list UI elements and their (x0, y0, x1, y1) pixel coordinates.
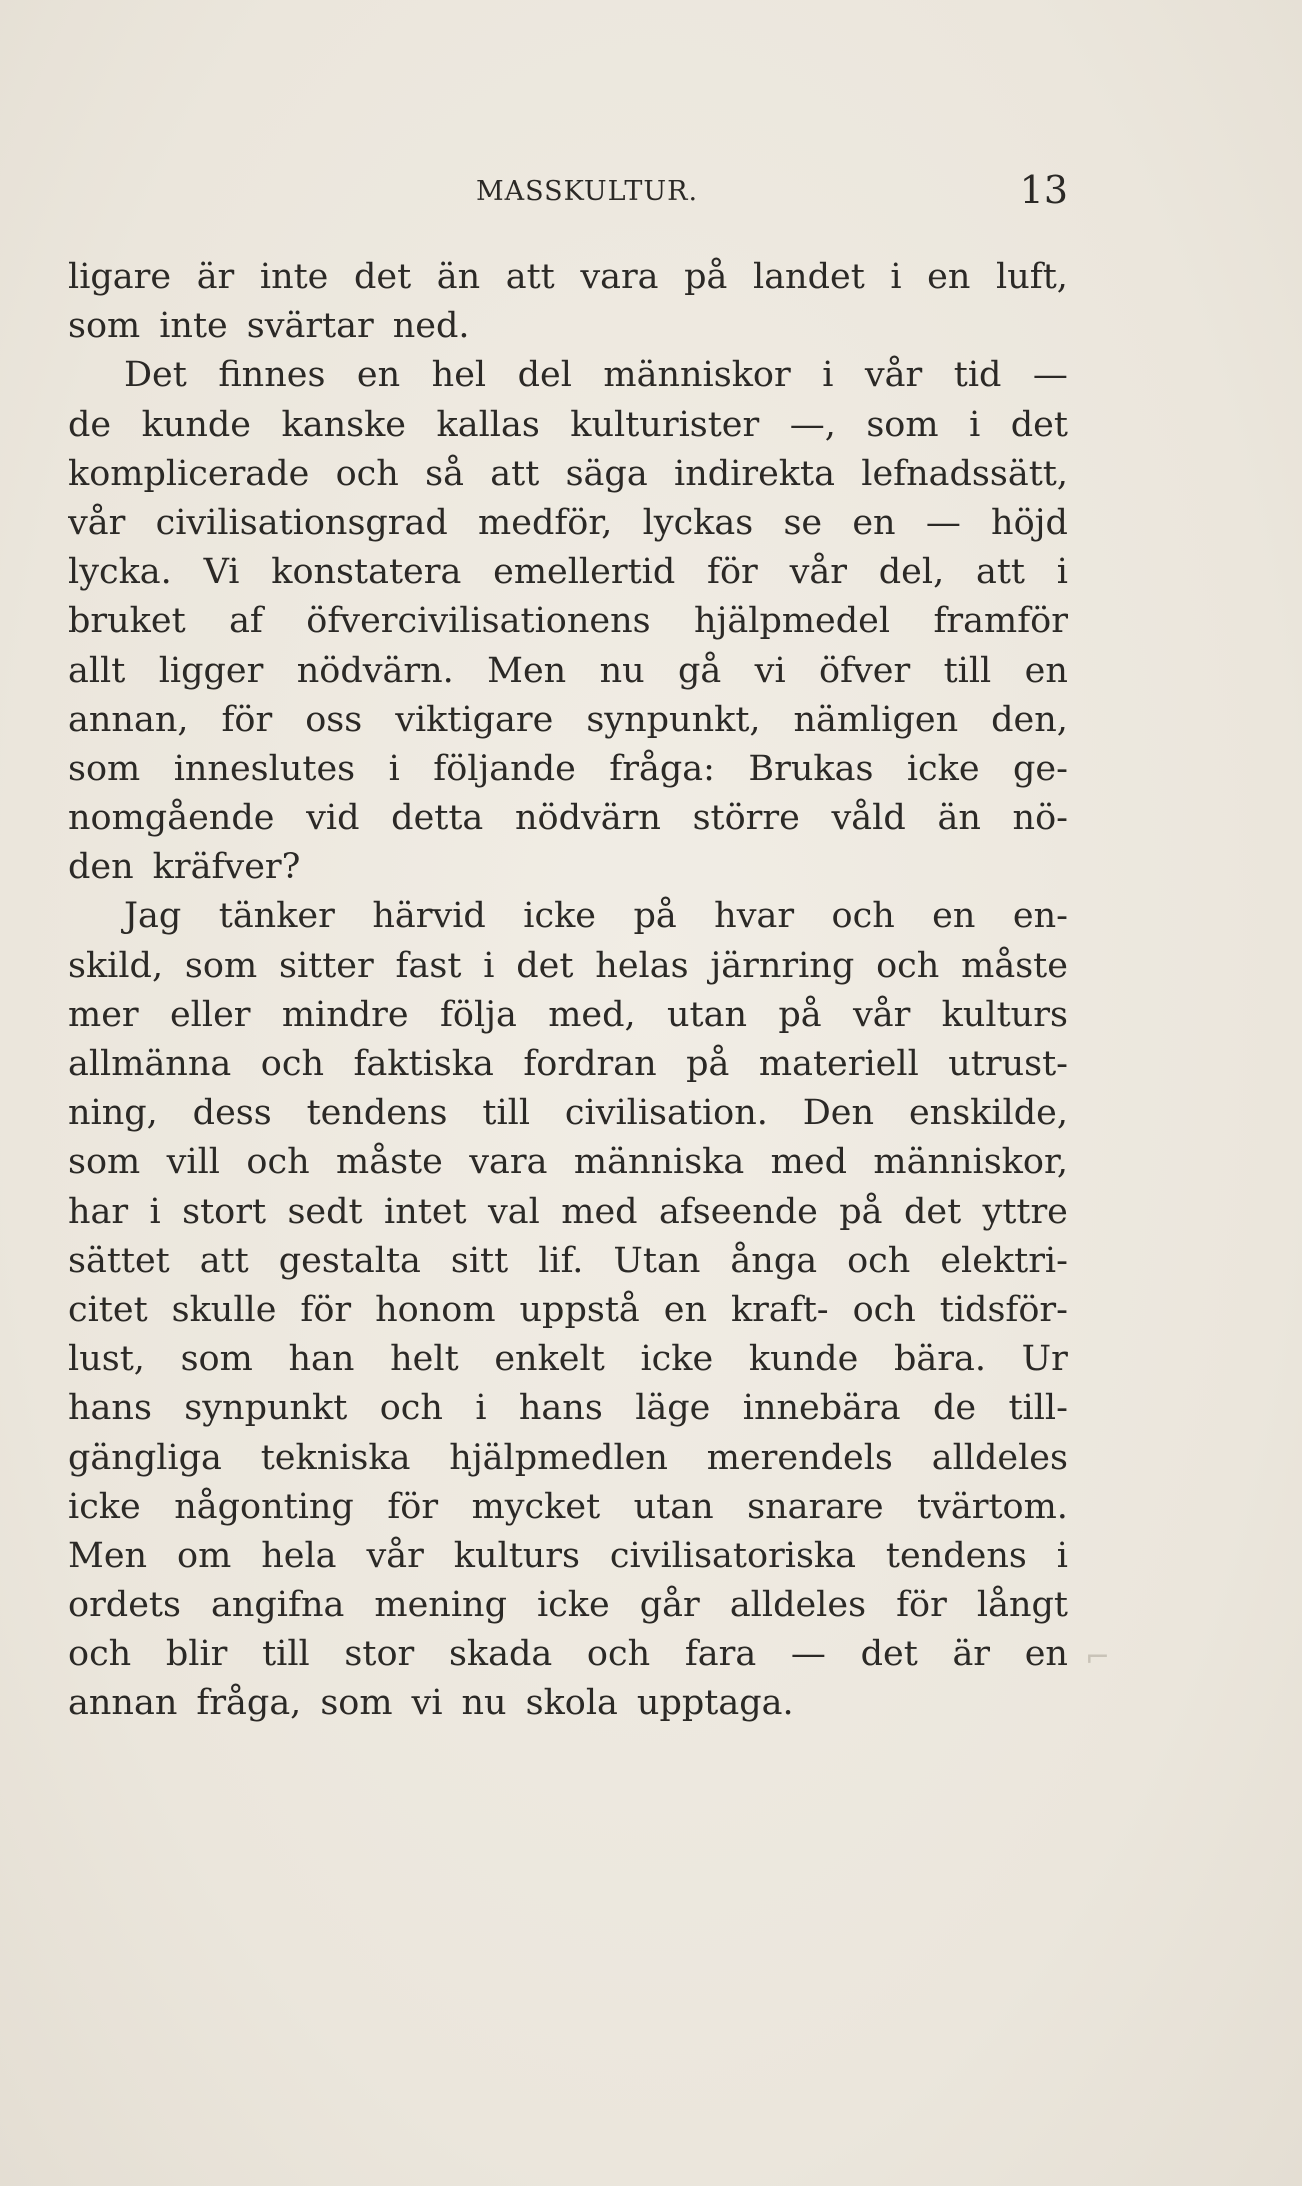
word: med, (548, 994, 636, 1035)
word: — (1032, 355, 1068, 396)
word: gå (678, 650, 722, 691)
word: afseende (658, 1191, 818, 1232)
word: val (488, 1191, 540, 1232)
text-line (68, 696, 1068, 745)
word: emellertid (493, 552, 676, 593)
word: icke (906, 748, 980, 789)
word: hjälpmedlen (449, 1437, 668, 1478)
word: blir (165, 1634, 228, 1675)
word: sitt (450, 1240, 509, 1281)
word: i (475, 1388, 487, 1429)
word: mening (374, 1585, 507, 1626)
word: en (356, 355, 401, 396)
word: på (686, 1044, 730, 1084)
word: ligger (158, 650, 264, 691)
text-line (68, 991, 1068, 1040)
word: hjälpmedel (693, 601, 891, 642)
word: inte (159, 306, 228, 347)
word: — (790, 1634, 826, 1675)
word: Jag (124, 896, 182, 937)
word: snarare (747, 1486, 884, 1527)
word: de (932, 1388, 977, 1429)
word: allt (68, 650, 126, 691)
text-line (68, 450, 1068, 499)
word: vår (366, 1535, 424, 1576)
word: vår (789, 552, 847, 593)
word: merendels (706, 1437, 893, 1478)
word: som (68, 306, 141, 347)
text-line (68, 499, 1068, 548)
word: enskilde, (908, 1093, 1068, 1134)
text-line (68, 1434, 1068, 1483)
word: som (866, 404, 939, 445)
word: tendens (306, 1093, 448, 1134)
word: på (839, 1191, 883, 1232)
word: till (262, 1634, 310, 1675)
word: icke (537, 1585, 610, 1626)
word: för (707, 552, 758, 593)
word: stor (344, 1634, 415, 1675)
word: i (388, 748, 400, 789)
text-line (68, 597, 1068, 646)
word: det (516, 945, 574, 986)
word: kulturister (570, 404, 760, 445)
word: den (68, 847, 134, 888)
word: vill (166, 1142, 220, 1183)
word: härvid (372, 896, 486, 937)
word: sitter (278, 945, 374, 986)
word: ånga (730, 1240, 818, 1281)
word: materiell (758, 1044, 919, 1084)
word: utrust- (948, 1044, 1068, 1084)
word: icke (523, 896, 596, 937)
word: skulle (171, 1289, 277, 1330)
word: för (387, 1486, 439, 1527)
word: den, (991, 699, 1068, 740)
word: —, (789, 404, 836, 445)
text-line (68, 1335, 1068, 1384)
word: ge- (1013, 748, 1068, 789)
word: på (684, 257, 728, 297)
word: sättet (68, 1240, 170, 1281)
word: intet (384, 1191, 467, 1232)
word: ning, (68, 1093, 158, 1134)
word: höjd (991, 502, 1068, 543)
word: kanske (281, 404, 407, 445)
word: i (1056, 1535, 1068, 1576)
word: och (335, 453, 399, 494)
word: fråga: (609, 748, 715, 789)
word: nämligen (793, 699, 959, 740)
text-line (68, 1679, 1068, 1728)
word: gestalta (278, 1240, 421, 1281)
word: alldeles (931, 1437, 1068, 1478)
word: detta (391, 798, 484, 839)
text-line (68, 1581, 1068, 1630)
word: människor (603, 355, 791, 396)
word: finnes (218, 355, 326, 396)
word: dess (192, 1093, 272, 1134)
word: fråga, (196, 1683, 302, 1724)
word: för (896, 1585, 947, 1626)
word: kunde (748, 1339, 859, 1380)
word: annan (68, 1683, 178, 1724)
word: uppstå (519, 1289, 640, 1330)
word: annan, (68, 699, 189, 740)
word: på (778, 994, 822, 1035)
text-line (68, 548, 1068, 597)
word: Den (802, 1093, 875, 1134)
text-line (68, 1286, 1068, 1335)
word: öfver (819, 650, 911, 691)
word: konstatera (271, 552, 462, 593)
word: se (783, 502, 823, 543)
word: i (1056, 552, 1068, 593)
word: en- (1012, 896, 1068, 937)
word: följande (433, 748, 576, 789)
word: järnring (710, 945, 855, 986)
word: lif. (538, 1240, 584, 1281)
word: öfvercivilisationens (306, 601, 651, 642)
word: och (847, 1240, 911, 1281)
word: helt (390, 1339, 459, 1380)
word: och (246, 1142, 310, 1183)
word: måste (961, 945, 1068, 986)
word: utan (633, 1486, 714, 1527)
word: till (482, 1093, 531, 1134)
word: en (1024, 1634, 1068, 1675)
word: med (770, 1142, 847, 1183)
word: går (639, 1585, 700, 1626)
word: bruket (68, 601, 186, 642)
word: kulturs (453, 1535, 580, 1576)
word: för (300, 1289, 352, 1330)
word: en (663, 1289, 707, 1330)
text-line (68, 942, 1068, 991)
word: nu (461, 1683, 507, 1724)
word: inneslutes (173, 748, 356, 789)
word: har (68, 1191, 129, 1232)
word: som (320, 1683, 393, 1724)
word: vår (68, 502, 126, 543)
body-text (68, 253, 1068, 1729)
word: som (68, 1142, 141, 1183)
word: icke (68, 1486, 141, 1527)
word: helas (595, 945, 689, 986)
word: så (425, 453, 464, 494)
word: Det (124, 355, 187, 396)
word: citet (68, 1289, 148, 1330)
word: framför (933, 601, 1068, 642)
word: är (196, 257, 235, 297)
word: Utan (613, 1240, 701, 1281)
text-line (68, 1188, 1068, 1237)
page-number: 13 (1019, 168, 1068, 212)
word: tidsför- (939, 1289, 1068, 1330)
word: — (925, 502, 961, 543)
word: nödvärn (514, 798, 661, 839)
word: civilisation. (564, 1093, 768, 1134)
word: vår (864, 355, 923, 396)
word: kulturs (941, 994, 1068, 1035)
word: och (260, 1044, 324, 1084)
word: yttre (982, 1191, 1068, 1232)
text-line (68, 1237, 1068, 1286)
word: i (890, 257, 902, 297)
word: kräfver? (152, 847, 301, 888)
word: vid (306, 798, 360, 839)
word: lyckas (642, 502, 754, 543)
word: nödvärn. (296, 650, 454, 691)
word: mindre (281, 994, 409, 1035)
word: än (436, 257, 481, 297)
word: Brukas (748, 748, 874, 789)
word: medför, (478, 502, 613, 543)
text-line (68, 253, 1068, 302)
word: säga (565, 453, 648, 494)
word: lycka. (68, 552, 172, 593)
word: Ur (1021, 1339, 1068, 1380)
text-line (68, 745, 1068, 794)
word: som (180, 1339, 253, 1380)
word: nu (599, 650, 645, 691)
word: tvärtom. (917, 1486, 1068, 1527)
text-line (68, 351, 1068, 400)
word: civilisationsgrad (155, 502, 448, 543)
word: allmänna (68, 1044, 232, 1084)
text-line (68, 1384, 1068, 1433)
word: hel (431, 355, 487, 396)
word: vara (469, 1142, 548, 1183)
word: Vi (203, 552, 240, 593)
text-line (68, 892, 1068, 941)
word: upptaga. (636, 1683, 794, 1724)
text-line (68, 401, 1068, 450)
word: svärtar (246, 306, 374, 347)
word: faktiska (353, 1044, 494, 1084)
word: det (903, 1191, 962, 1232)
word: långt (976, 1585, 1068, 1626)
word: inte (259, 257, 329, 297)
text-line (68, 302, 1068, 351)
text-line (68, 843, 1068, 892)
word: sedt (287, 1191, 363, 1232)
word: hans (68, 1388, 152, 1429)
running-head: MASSKULTUR. (476, 176, 699, 207)
word: tendens (885, 1535, 1027, 1576)
word: af (229, 601, 263, 642)
word: en (852, 502, 896, 543)
word: och (586, 1634, 651, 1675)
word: fordran (523, 1044, 657, 1084)
word: ned. (392, 306, 470, 347)
word: ligare (68, 257, 172, 297)
word: och (831, 896, 895, 937)
word: innebära (742, 1388, 901, 1429)
word: och (852, 1289, 916, 1330)
word: som (68, 748, 141, 789)
word: i (822, 355, 834, 396)
word: han (288, 1339, 355, 1380)
word: det (860, 1634, 918, 1675)
word: än (937, 798, 981, 839)
word: kunde (141, 404, 252, 445)
word: elektri- (940, 1240, 1068, 1281)
text-line (68, 647, 1068, 696)
word: att (505, 257, 555, 297)
word: att (490, 453, 540, 494)
word: är (952, 1634, 991, 1675)
word: mycket (471, 1486, 601, 1527)
word: synpunkt (184, 1388, 348, 1429)
word: vår (852, 994, 911, 1035)
word: oss (305, 699, 363, 740)
word: lust, (68, 1339, 145, 1380)
word: de (68, 404, 112, 445)
word: hela (261, 1535, 337, 1576)
word: för (221, 699, 273, 740)
word: bära. (893, 1339, 986, 1380)
word: och (379, 1388, 443, 1429)
word: på (633, 896, 677, 937)
word: en (927, 257, 971, 297)
word: skola (525, 1683, 618, 1724)
word: människa (573, 1142, 745, 1183)
word: det (353, 257, 412, 297)
word: och (876, 945, 940, 986)
word: måste (336, 1142, 443, 1183)
word: del, (878, 552, 945, 593)
text-line (68, 794, 1068, 843)
word: tänker (218, 896, 335, 937)
word: fast (395, 945, 462, 986)
text-line (68, 1532, 1068, 1581)
word: tid (953, 355, 1002, 396)
text-line (68, 1483, 1068, 1532)
word: skild, (68, 945, 164, 986)
word: våld (831, 798, 906, 839)
word: följa (439, 994, 517, 1035)
word: nö- (1012, 798, 1068, 839)
word: en (1024, 650, 1068, 691)
word: angifna (210, 1585, 345, 1626)
word: en (932, 896, 976, 937)
word: människor, (873, 1142, 1068, 1183)
word: honom (375, 1289, 496, 1330)
word: som (184, 945, 258, 986)
word: Men (68, 1535, 148, 1576)
page-header (68, 168, 1068, 218)
word: till- (1008, 1388, 1068, 1429)
word: vi (411, 1683, 443, 1724)
word: det (1010, 404, 1068, 445)
word: att (976, 552, 1025, 593)
word: landet (753, 257, 865, 297)
word: och (68, 1634, 132, 1675)
word: mer (68, 994, 139, 1035)
word: stort (182, 1191, 267, 1232)
word: hvar (714, 896, 795, 937)
word: synpunkt, (586, 699, 761, 740)
word: komplicerade (68, 453, 310, 494)
word: vara (580, 257, 659, 297)
word: ordets (68, 1585, 181, 1626)
word: del (517, 355, 572, 396)
word: luft, (996, 257, 1068, 297)
word: fara (684, 1634, 757, 1675)
word: i (483, 945, 495, 986)
word: till (943, 650, 992, 691)
word: om (177, 1535, 232, 1576)
word: skada (448, 1634, 553, 1675)
word: civilisatoriska (609, 1535, 856, 1576)
word: i (149, 1191, 161, 1232)
word: kallas (436, 404, 540, 445)
word: Men (487, 650, 567, 691)
pencil-margin-mark: ⌐ (1085, 1640, 1111, 1675)
word: kraft- (730, 1289, 829, 1330)
word: i (969, 404, 981, 445)
word: någonting (174, 1486, 354, 1527)
word: viktigare (395, 699, 554, 740)
text-line (68, 1089, 1068, 1138)
word: hans (518, 1388, 603, 1429)
word: tekniska (260, 1437, 411, 1478)
word: nomgående (68, 798, 275, 839)
word: större (692, 798, 800, 839)
word: att (199, 1240, 249, 1281)
word: vi (754, 650, 786, 691)
word: utan (667, 994, 748, 1035)
text-line (68, 1138, 1068, 1187)
text-line (68, 1630, 1068, 1679)
word: gängliga (68, 1437, 222, 1478)
word: eller (169, 994, 251, 1035)
word: lefnadssätt, (861, 453, 1068, 494)
word: alldeles (729, 1585, 867, 1626)
word: med (561, 1191, 638, 1232)
word: icke (640, 1339, 714, 1380)
word: läge (635, 1388, 711, 1429)
word: enkelt (494, 1339, 605, 1380)
word: indirekta (674, 453, 835, 494)
text-line (68, 1040, 1068, 1089)
